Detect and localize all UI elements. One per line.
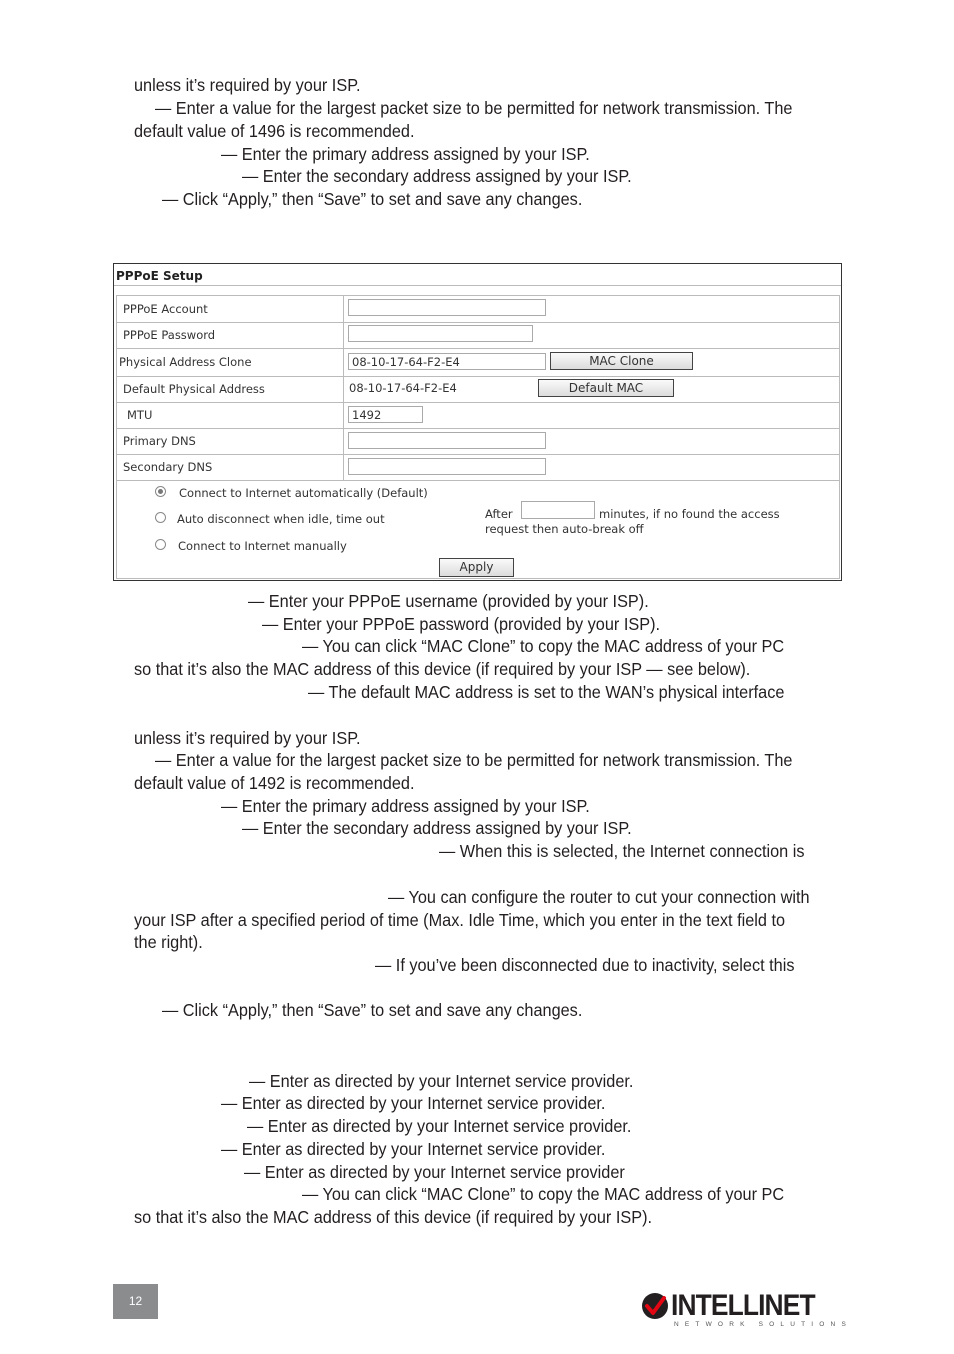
default-mac-button[interactable]: Default MAC bbox=[538, 379, 674, 397]
apply-button[interactable]: Apply bbox=[439, 558, 514, 577]
text-line: — Click “Apply,” then “Save” to set and save any changes. bbox=[162, 189, 583, 209]
row-default-physical-address bbox=[117, 376, 839, 403]
text-line: so that it’s also the MAC address of this device (if required by your ISP — see below). bbox=[134, 659, 751, 679]
brand-name: INTELLINET bbox=[671, 1289, 815, 1322]
pppoe-account-input[interactable] bbox=[348, 299, 546, 316]
text-line: — If you’ve been disconnected due to inactivity, select this bbox=[375, 955, 795, 975]
text-line: — Enter the primary address assigned by your ISP. bbox=[221, 796, 590, 816]
idle-minutes-label: minutes, if no found the access bbox=[599, 507, 780, 521]
text-line: — Enter the primary address assigned by your ISP. bbox=[221, 144, 590, 164]
text-line: — You can click “MAC Clone” to copy the MAC address of your PC bbox=[302, 636, 785, 656]
radio-connect-manual[interactable] bbox=[155, 539, 166, 550]
default-physical-address-label: Default Physical Address bbox=[123, 382, 265, 396]
text-line: — Enter your PPPoE username (provided by your ISP). bbox=[248, 591, 649, 611]
text-line: — Enter a value for the largest packet size to be permitted for network transmission. The bbox=[155, 98, 793, 118]
text-line: default value of 1492 is recommended. bbox=[134, 773, 415, 793]
divider bbox=[114, 285, 841, 286]
text-line: — Enter as directed by your Internet service provider. bbox=[249, 1071, 634, 1091]
pppoe-setup-title: PPPoE Setup bbox=[116, 269, 203, 283]
text-line: — Enter as directed by your Internet service provider. bbox=[247, 1116, 632, 1136]
idle-after-label: After bbox=[485, 507, 513, 521]
idle-minutes-input[interactable] bbox=[521, 501, 595, 519]
radio-auto-disconnect[interactable] bbox=[155, 512, 166, 523]
text-line: — Enter your PPPoE password (provided by your ISP). bbox=[262, 614, 661, 634]
text-line: default value of 1496 is recommended. bbox=[134, 121, 415, 141]
mtu-input[interactable]: 1492 bbox=[348, 406, 423, 423]
physical-address-clone-label: Physical Address Clone bbox=[119, 355, 252, 369]
text-line: — Enter the secondary address assigned by your ISP. bbox=[242, 818, 632, 838]
pppoe-password-input[interactable] bbox=[348, 325, 533, 342]
text-line: — Click “Apply,” then “Save” to set and save any changes. bbox=[162, 1000, 583, 1020]
row-secondary-dns bbox=[117, 454, 839, 481]
text-line: — The default MAC address is set to the WAN’s physical interface bbox=[308, 682, 785, 702]
text-line: your ISP after a specified period of time (Max. Idle Time, which you enter in the text field to bbox=[134, 910, 786, 930]
idle-note-line2: request then auto-break off bbox=[485, 522, 644, 536]
page-number: 12 bbox=[113, 1284, 158, 1319]
primary-dns-label: Primary DNS bbox=[123, 434, 196, 448]
pppoe-password-label: PPPoE Password bbox=[123, 328, 216, 342]
row-mtu bbox=[117, 402, 839, 429]
physical-address-clone-input[interactable]: 08-10-17-64-F2-E4 bbox=[348, 353, 546, 370]
row-pppoe-password bbox=[117, 322, 839, 349]
option-connect-manual-label: Connect to Internet manually bbox=[178, 539, 347, 553]
text-line: so that it’s also the MAC address of this device (if required by your ISP). bbox=[134, 1207, 653, 1227]
text-line: — Enter the secondary address assigned by your ISP. bbox=[242, 166, 632, 186]
text-line: — Enter a value for the largest packet size to be permitted for network transmission. The bbox=[155, 750, 793, 770]
text-line: — Enter as directed by your Internet service provider. bbox=[221, 1093, 606, 1113]
row-physical-address-clone bbox=[117, 348, 839, 377]
row-primary-dns bbox=[117, 428, 839, 455]
secondary-dns-label: Secondary DNS bbox=[123, 460, 213, 474]
radio-connect-auto[interactable] bbox=[155, 486, 166, 497]
text-line: unless it’s required by your ISP. bbox=[134, 728, 361, 748]
text-line: — You can click “MAC Clone” to copy the MAC address of your PC bbox=[302, 1184, 785, 1204]
text-line: — Enter as directed by your Internet service provider. bbox=[221, 1139, 606, 1159]
text-line: unless it’s required by your ISP. bbox=[134, 75, 361, 95]
text-line: — Enter as directed by your Internet service provider bbox=[244, 1162, 625, 1182]
intellinet-logo bbox=[641, 1289, 852, 1332]
primary-dns-input[interactable] bbox=[348, 432, 546, 449]
secondary-dns-input[interactable] bbox=[348, 458, 546, 475]
brand-tagline: NETWORK SOLUTIONS bbox=[674, 1321, 852, 1328]
text-line: — When this is selected, the Internet connection is bbox=[439, 841, 805, 861]
mtu-label: MTU bbox=[127, 408, 153, 422]
pppoe-account-label: PPPoE Account bbox=[123, 302, 208, 316]
text-line: — You can configure the router to cut your connection with bbox=[388, 887, 810, 907]
pppoe-setup-screenshot bbox=[113, 263, 842, 581]
mac-clone-button[interactable]: MAC Clone bbox=[550, 352, 693, 370]
pppoe-form bbox=[116, 295, 840, 579]
row-pppoe-account bbox=[117, 296, 839, 323]
option-auto-disconnect-label: Auto disconnect when idle, time out bbox=[177, 512, 385, 526]
text-line: the right). bbox=[134, 932, 203, 952]
default-physical-address-value: 08-10-17-64-F2-E4 bbox=[349, 381, 457, 395]
option-connect-auto-label: Connect to Internet automatically (Default) bbox=[179, 486, 428, 500]
